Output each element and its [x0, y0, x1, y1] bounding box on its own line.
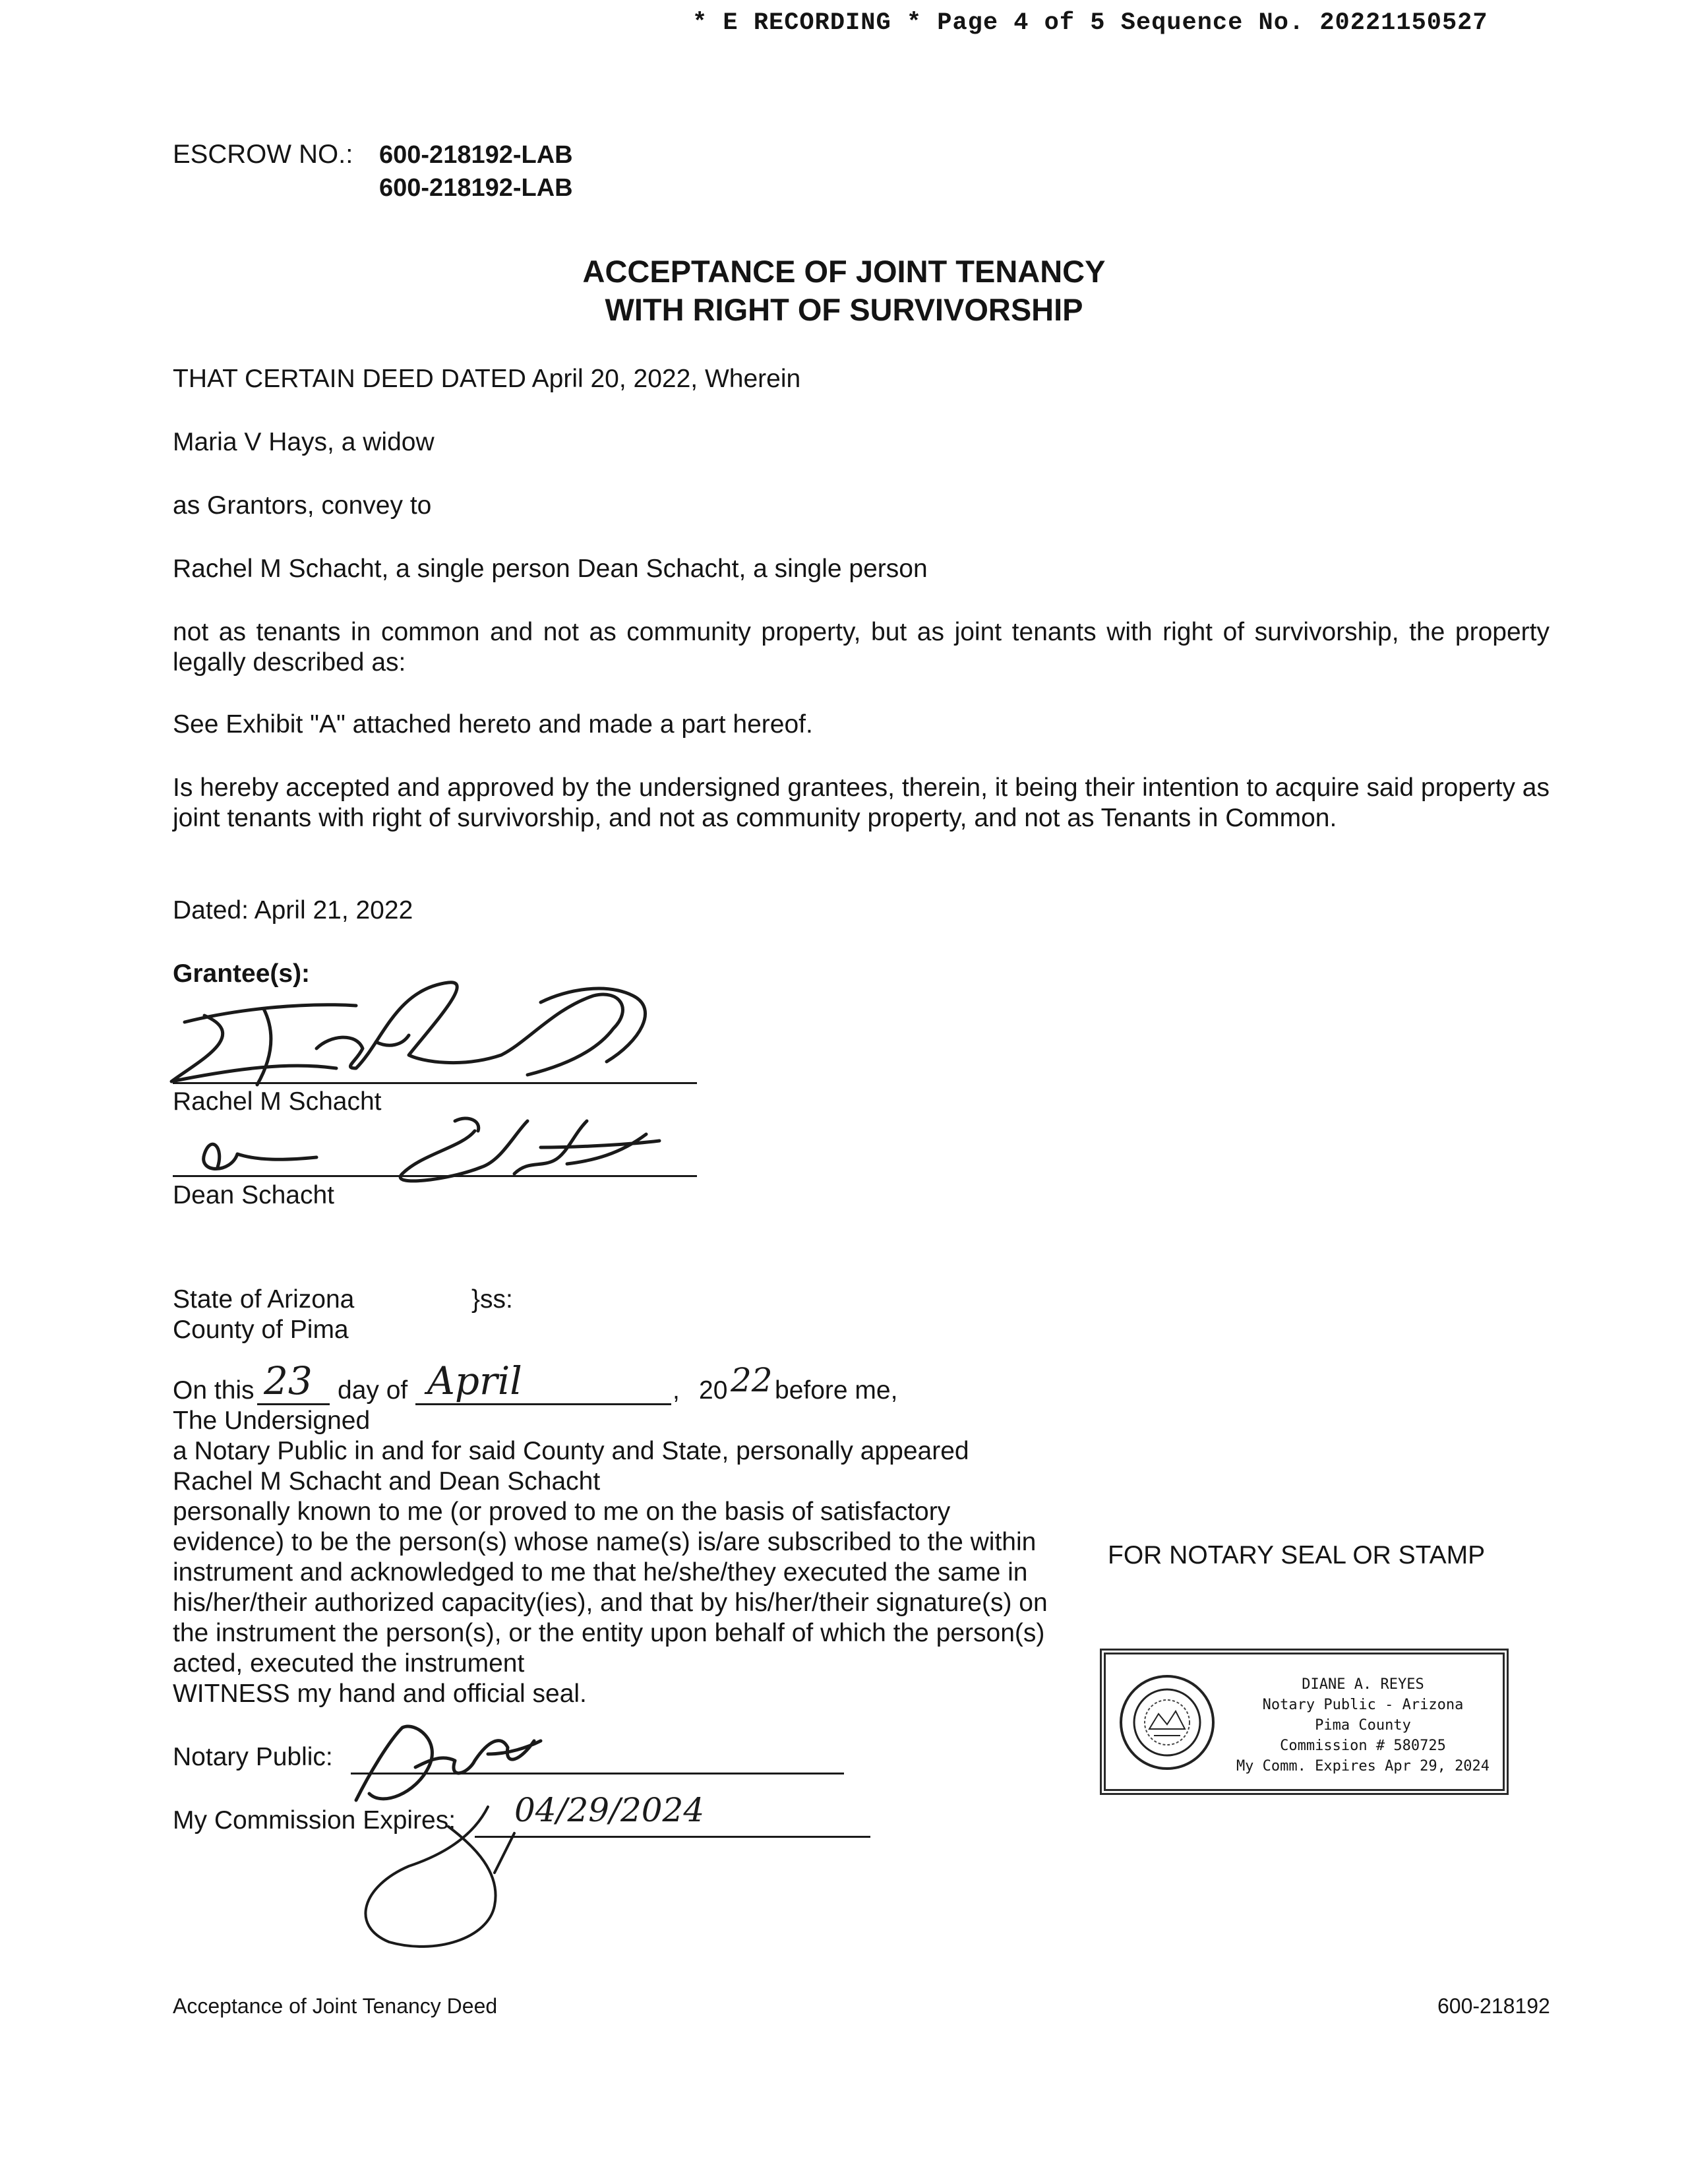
stamp-line-4: Commission # 580725 [1280, 1738, 1446, 1754]
notary-stamp [1100, 1649, 1509, 1795]
ss-text: }ss: [471, 1285, 513, 1314]
dean-signature [171, 1095, 673, 1187]
rachel-signature-line [173, 1082, 697, 1084]
on-this-text: On this [173, 1376, 255, 1405]
year-prefix-text: 20 [699, 1376, 728, 1405]
arizona-seal-icon [1118, 1673, 1217, 1772]
grantees-label: Grantee(s): [173, 959, 311, 988]
month-underline [415, 1403, 671, 1405]
notary-flourish [343, 1794, 567, 1952]
stamp-line-5: My Comm. Expires Apr 29, 2024 [1236, 1758, 1490, 1774]
document-title [0, 253, 1688, 329]
grantees-text: Rachel M Schacht, a single person Dean Schacht, a single person [173, 555, 928, 583]
title-line-1: ACCEPTANCE OF JOINT TENANCY [582, 254, 1106, 289]
witness-text: WITNESS my hand and official seal. [173, 1680, 587, 1708]
commission-handwritten: 04/29/2024 [514, 1791, 705, 1829]
day-of-text: day of [338, 1376, 408, 1405]
grantor-text: Maria V Hays, a widow [173, 428, 435, 456]
stamp-text-block [1218, 1674, 1508, 1776]
day-underline [257, 1403, 330, 1405]
comma-text: , [673, 1376, 680, 1405]
notary-signature-line [351, 1773, 844, 1774]
dean-signature-line [173, 1175, 697, 1177]
convey-text: as Grantors, convey to [173, 491, 432, 520]
grantee-name-2: Dean Schacht [173, 1181, 334, 1209]
year-handwritten: 22 [731, 1361, 773, 1399]
exhibit-text: See Exhibit "A" attached hereto and made a part hereof. [173, 710, 813, 739]
stamp-notary-name: DIANE A. REYES [1302, 1676, 1424, 1693]
day-handwritten: 23 [264, 1358, 313, 1403]
escrow-number-1: 600-218192-LAB [379, 141, 573, 169]
county-text: County of Pima [173, 1316, 349, 1344]
escrow-number-2: 600-218192-LAB [379, 174, 573, 202]
rachel-signature [158, 969, 699, 1101]
notary-statement-1: a Notary Public in and for said County and State, personally appeared [173, 1437, 969, 1465]
acceptance-paragraph: Is hereby accepted and approved by the undersigned grantees, therein, it being their intention to acquire said property as joint tenants with right of survivorship, and not as community property, and not as Tenants in Common. [173, 774, 1550, 832]
grantee-name-1: Rachel M Schacht [173, 1087, 382, 1116]
appeared-names: Rachel M Schacht and Dean Schacht [173, 1467, 601, 1496]
dated-text: Dated: April 21, 2022 [173, 896, 413, 925]
state-text: State of Arizona [173, 1285, 355, 1314]
footer-reference-number: 600-218192 [1437, 1994, 1550, 2018]
title-line-2: WITH RIGHT OF SURVIVORSHIP [605, 292, 1083, 327]
stamp-line-3: Pima County [1315, 1717, 1411, 1734]
before-me-text: before me, [775, 1376, 898, 1405]
notary-statement-2: personally known to me (or proved to me on the basis of satisfactory evidence) to be the person(s) whose name(s) is/are subscribed to the within instrument and acknowledged to me that he/she/they executed the same in his/her/their authorized capacity(ies), and that by his/her/their signature(s) on the instrument the person(s), or the entity upon behalf of which the person(s) acted, executed the instrument [173, 1498, 1048, 1678]
undersigned-text: The Undersigned [173, 1407, 371, 1435]
escrow-label: ESCROW NO.: [173, 140, 353, 169]
deed-dated-text: THAT CERTAIN DEED DATED April 20, 2022, Wherein [173, 365, 801, 393]
month-handwritten: April [427, 1358, 522, 1403]
notary-public-label: Notary Public: [173, 1743, 333, 1771]
seal-area-label: FOR NOTARY SEAL OR STAMP [1108, 1541, 1486, 1569]
footer-document-name: Acceptance of Joint Tenancy Deed [173, 1994, 498, 2018]
commission-label: My Commission Expires: [173, 1806, 456, 1835]
tenancy-paragraph: not as tenants in common and not as community property, but as joint tenants with right of survivorship, the property legally described as: [173, 618, 1550, 677]
recording-header: * E RECORDING * Page 4 of 5 Sequence No. 20221150527 [692, 9, 1488, 37]
stamp-line-2: Notary Public - Arizona [1262, 1697, 1464, 1713]
